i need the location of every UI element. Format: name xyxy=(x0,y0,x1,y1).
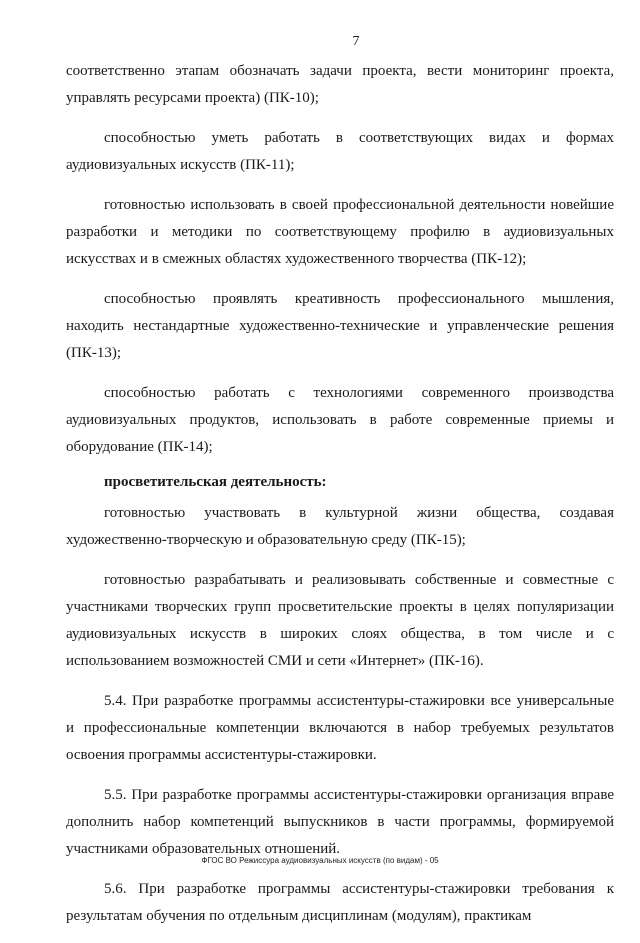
paragraph-5-6: 5.6. При разработке программы ассистентуры-стажировки требования к результатам обучения по отдельным дисциплинам (модулям), практикам xyxy=(66,881,614,924)
paragraph-pk11: способностью уметь работать в соответствующих видах и формах аудиовизуальных искусств (ПК-11); xyxy=(66,130,614,173)
paragraph-pk10: соответственно этапам обозначать задачи проекта, вести мониторинг проекта, управлять ресурсами проекта) (ПК-10); xyxy=(66,63,614,106)
paragraph-pk13: способностью проявлять креативность профессионального мышления, находить нестандартные художественно-технические и управленческие решения (ПК-13); xyxy=(66,291,614,361)
document-body xyxy=(66,58,614,943)
paragraph-pk15: готовностью участвовать в культурной жизни общества, создавая художественно-творческую и образовательную среду (ПК-15); xyxy=(66,505,614,548)
paragraph-5-5: 5.5. При разработке программы ассистентуры-стажировки организация вправе дополнить набор компетенций выпускников в части программы, формируемой участниками образовательных отношений. xyxy=(66,787,614,857)
page-number: 7 xyxy=(352,34,360,49)
paragraph-pk14: способностью работать с технологиями современного производства аудиовизуальных продуктов, использовать в работе современные приемы и оборудование (ПК-14); xyxy=(66,385,614,455)
section-heading: просветительская деятельность: xyxy=(104,474,327,490)
footer-text: ФГОС ВО Режиссура аудиовизуальных искусств (по видам) - 05 xyxy=(201,856,439,865)
paragraph-5-4: 5.4. При разработке программы ассистентуры-стажировки все универсальные и профессиональные компетенции включаются в набор требуемых результатов освоения программы ассистентуры-стажировки. xyxy=(66,693,614,763)
paragraph-pk16: готовностью разрабатывать и реализовывать собственные и совместные с участниками творческих групп просветительские проекты в целях популяризации аудиовизуальных искусств в широких слоях общества, в том числе и с использованием возможностей СМИ и сети «Интернет» (ПК-16). xyxy=(66,572,614,669)
paragraph-pk12: готовностью использовать в своей профессиональной деятельности новейшие разработки и методики по соответствующему профилю в аудиовизуальных искусствах и в смежных областях художественного творчества (ПК-12); xyxy=(66,197,614,267)
